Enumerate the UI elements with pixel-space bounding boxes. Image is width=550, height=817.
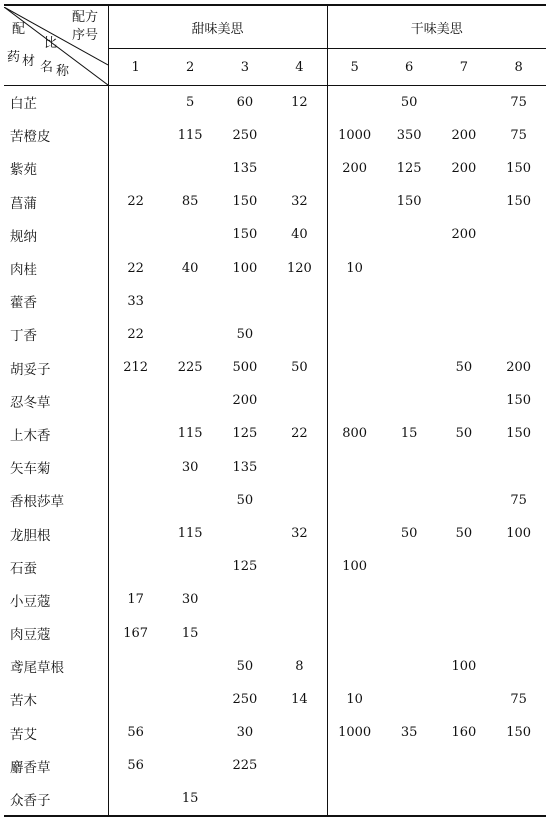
amount-cell: 60	[236, 94, 254, 110]
column-number: 4	[272, 49, 327, 86]
amount-cell: 32	[272, 517, 327, 550]
amount-cell	[491, 550, 546, 583]
ingredient-name: 麝香草	[4, 749, 108, 782]
table-row	[4, 285, 546, 318]
amount-cell	[382, 749, 437, 782]
amount-cell	[272, 550, 327, 583]
amount-cell	[272, 716, 327, 749]
amount-cell	[437, 285, 492, 318]
table-row	[4, 384, 546, 417]
column-number: 1	[108, 49, 163, 86]
amount-cell	[163, 152, 218, 185]
amount-cell: 212	[123, 360, 149, 376]
amount-cell: 56	[127, 725, 144, 741]
amount-cell	[327, 517, 382, 550]
amount-cell: 8	[272, 650, 327, 683]
amount-cell: 120	[272, 251, 327, 284]
amount-cell: 150	[506, 393, 532, 409]
amount-cell	[437, 384, 492, 417]
amount-cell: 125	[396, 160, 422, 176]
amount-cell: 22	[127, 194, 144, 210]
table-row	[4, 583, 546, 616]
amount-cell	[491, 218, 546, 251]
header-label-xuhao: 序号	[72, 27, 99, 43]
amount-cell: 22	[127, 260, 144, 276]
amount-cell: 30	[181, 592, 199, 608]
amount-cell: 200	[451, 127, 477, 143]
amount-cell: 125	[232, 426, 258, 442]
amount-cell	[437, 185, 492, 218]
amount-cell: 1000	[338, 127, 372, 143]
ingredient-name: 胡妥子	[4, 351, 108, 384]
amount-cell: 50	[272, 351, 327, 384]
amount-cell	[108, 517, 163, 550]
amount-cell	[382, 650, 437, 683]
ingredient-name: 菖蒲	[4, 185, 108, 218]
amount-cell: 150	[232, 227, 258, 243]
amount-cell	[163, 716, 218, 749]
amount-cell: 15	[181, 625, 199, 641]
amount-cell	[272, 749, 327, 782]
amount-cell	[272, 119, 327, 152]
amount-cell: 75	[510, 492, 527, 508]
group-header-dry: 干味美思	[327, 5, 546, 49]
ingredient-name: 紫苑	[4, 152, 108, 185]
amount-cell: 115	[177, 127, 203, 143]
amount-cell	[437, 617, 492, 650]
amount-cell	[437, 484, 492, 517]
amount-cell	[163, 384, 218, 417]
amount-cell	[327, 484, 382, 517]
amount-cell: 150	[396, 194, 422, 210]
amount-cell	[327, 351, 382, 384]
amount-cell	[491, 318, 546, 351]
amount-cell	[327, 617, 382, 650]
amount-cell: 50	[236, 326, 254, 342]
amount-cell	[163, 749, 218, 782]
column-number: 3	[218, 49, 273, 86]
ingredient-name: 苦橙皮	[4, 119, 108, 152]
amount-cell	[272, 318, 327, 351]
amount-cell	[108, 86, 163, 119]
ingredient-name: 丁香	[4, 318, 108, 351]
amount-cell: 225	[232, 758, 258, 774]
amount-cell	[272, 484, 327, 517]
amount-cell: 200	[506, 360, 532, 376]
amount-cell	[108, 451, 163, 484]
amount-cell	[491, 749, 546, 782]
amount-cell	[382, 251, 437, 284]
diagonal-header-cell	[4, 5, 108, 86]
column-number: 2	[163, 49, 218, 86]
amount-cell: 33	[127, 293, 144, 309]
amount-cell	[491, 617, 546, 650]
amount-cell	[327, 318, 382, 351]
table-row	[4, 218, 546, 251]
amount-cell	[437, 683, 492, 716]
table-body	[4, 86, 546, 816]
amount-cell	[272, 152, 327, 185]
amount-cell: 75	[510, 127, 527, 143]
amount-cell	[327, 583, 382, 616]
amount-cell: 15	[400, 426, 418, 442]
amount-cell	[327, 384, 382, 417]
table-row	[4, 351, 546, 384]
amount-cell: 1000	[338, 725, 372, 741]
amount-cell	[163, 683, 218, 716]
amount-cell: 50	[400, 94, 418, 110]
table-row	[4, 86, 546, 119]
amount-cell	[327, 185, 382, 218]
amount-cell	[382, 384, 437, 417]
header-label-cai: 材	[22, 53, 36, 69]
amount-cell	[108, 417, 163, 450]
amount-cell: 150	[506, 725, 532, 741]
column-number: 6	[382, 49, 437, 86]
amount-cell: 30	[181, 459, 199, 475]
amount-cell	[327, 86, 382, 119]
amount-cell: 40	[181, 260, 199, 276]
amount-cell	[382, 583, 437, 616]
amount-cell	[272, 384, 327, 417]
amount-cell	[437, 550, 492, 583]
ingredient-name: 规纳	[4, 218, 108, 251]
amount-cell: 135	[232, 160, 258, 176]
table-row	[4, 749, 546, 782]
amount-cell	[382, 550, 437, 583]
amount-cell: 10	[346, 691, 363, 707]
amount-cell: 150	[506, 426, 532, 442]
amount-cell: 100	[506, 526, 532, 542]
amount-cell	[218, 583, 273, 616]
amount-cell: 350	[396, 127, 422, 143]
amount-cell: 100	[232, 260, 258, 276]
header-label-yao: 药	[7, 49, 21, 65]
table-row	[4, 152, 546, 185]
ingredient-name: 肉桂	[4, 251, 108, 284]
amount-cell	[108, 384, 163, 417]
amount-cell	[327, 285, 382, 318]
amount-cell	[491, 285, 546, 318]
amount-cell	[327, 749, 382, 782]
column-number: 5	[327, 49, 382, 86]
amount-cell	[272, 583, 327, 616]
amount-cell	[108, 550, 163, 583]
amount-cell	[272, 451, 327, 484]
table-row	[4, 484, 546, 517]
amount-cell: 35	[400, 725, 418, 741]
amount-cell: 50	[455, 526, 473, 542]
amount-cell	[108, 484, 163, 517]
ingredient-name: 鸢尾草根	[4, 650, 108, 683]
amount-cell: 150	[506, 194, 532, 210]
amount-cell: 100	[342, 559, 368, 575]
amount-cell: 75	[510, 94, 527, 110]
amount-cell: 100	[451, 658, 477, 674]
amount-cell: 50	[400, 526, 418, 542]
ingredient-name: 忍冬草	[4, 384, 108, 417]
amount-cell: 15	[181, 791, 199, 807]
amount-cell	[491, 583, 546, 616]
ingredient-name: 龙胆根	[4, 517, 108, 550]
ingredient-name: 石蚕	[4, 550, 108, 583]
amount-cell: 200	[232, 393, 258, 409]
amount-cell: 5	[185, 94, 195, 110]
amount-cell: 17	[127, 592, 144, 608]
amount-cell	[163, 285, 218, 318]
amount-cell: 22	[127, 326, 144, 342]
ingredient-name: 小豆蔻	[4, 583, 108, 616]
amount-cell	[163, 318, 218, 351]
amount-cell: 32	[272, 185, 327, 218]
table-row	[4, 517, 546, 550]
amount-cell: 40	[272, 218, 327, 251]
amount-cell: 56	[127, 758, 144, 774]
ingredient-name: 上木香	[4, 417, 108, 450]
table-row	[4, 417, 546, 450]
ingredient-name: 苦艾	[4, 716, 108, 749]
table-row	[4, 683, 546, 716]
amount-cell	[108, 152, 163, 185]
amount-cell: 167	[123, 625, 149, 641]
amount-cell: 135	[232, 459, 258, 475]
amount-cell: 50	[455, 360, 473, 376]
amount-cell: 85	[181, 194, 199, 210]
column-number: 7	[437, 49, 492, 86]
ingredient-name: 藿香	[4, 285, 108, 318]
ingredient-name: 肉豆蔻	[4, 617, 108, 650]
ingredient-name: 香根莎草	[4, 484, 108, 517]
amount-cell: 50	[236, 658, 254, 674]
amount-cell	[382, 617, 437, 650]
amount-cell: 150	[506, 160, 532, 176]
amount-cell: 125	[232, 559, 258, 575]
amount-cell	[437, 86, 492, 119]
amount-cell	[437, 451, 492, 484]
amount-cell: 800	[342, 426, 368, 442]
amount-cell: 160	[451, 725, 477, 741]
header-label-peifang: 配方	[72, 9, 99, 25]
table-row	[4, 716, 546, 749]
amount-cell: 115	[177, 526, 203, 542]
table-row	[4, 550, 546, 583]
amount-cell	[108, 218, 163, 251]
amount-cell: 115	[177, 426, 203, 442]
amount-cell	[382, 351, 437, 384]
header-label-bi: 比	[44, 35, 58, 51]
amount-cell: 10	[346, 260, 363, 276]
header-label-cheng: 称	[56, 63, 70, 79]
amount-cell: 150	[232, 194, 258, 210]
amount-cell: 14	[272, 683, 327, 716]
amount-cell	[382, 451, 437, 484]
ingredient-name: 白芷	[4, 86, 108, 119]
ingredient-name: 矢车菊	[4, 451, 108, 484]
amount-cell: 500	[232, 360, 258, 376]
amount-cell	[163, 484, 218, 517]
header-label-ming: 名	[40, 59, 54, 75]
amount-cell	[327, 451, 382, 484]
table-row	[4, 451, 546, 484]
amount-cell	[218, 285, 273, 318]
amount-cell	[163, 650, 218, 683]
amount-cell	[491, 650, 546, 683]
amount-cell	[382, 285, 437, 318]
amount-cell	[108, 683, 163, 716]
amount-cell: 250	[232, 127, 258, 143]
table-row	[4, 185, 546, 218]
amount-cell	[218, 617, 273, 650]
amount-cell	[163, 218, 218, 251]
table-row	[4, 251, 546, 284]
amount-cell: 250	[232, 691, 258, 707]
amount-cell: 22	[272, 417, 327, 450]
amount-cell	[327, 650, 382, 683]
formula-table	[4, 4, 546, 817]
ingredient-name: 众香子	[4, 782, 108, 815]
amount-cell: 200	[451, 160, 477, 176]
amount-cell: 50	[236, 492, 254, 508]
table-row	[4, 318, 546, 351]
amount-cell	[437, 583, 492, 616]
amount-cell	[382, 218, 437, 251]
amount-cell	[382, 318, 437, 351]
amount-cell	[382, 484, 437, 517]
amount-cell	[327, 218, 382, 251]
amount-cell	[108, 119, 163, 152]
column-number: 8	[491, 49, 546, 86]
amount-cell: 225	[177, 360, 203, 376]
amount-cell	[437, 749, 492, 782]
amount-cell	[108, 650, 163, 683]
amount-cell: 12	[272, 86, 327, 119]
ingredient-name: 苦木	[4, 683, 108, 716]
amount-cell	[163, 550, 218, 583]
table-row	[4, 650, 546, 683]
amount-cell	[272, 285, 327, 318]
amount-cell: 75	[510, 691, 527, 707]
amount-cell: 50	[455, 426, 473, 442]
amount-cell	[272, 617, 327, 650]
amount-cell: 30	[236, 725, 254, 741]
amount-cell	[437, 251, 492, 284]
header-label-pei: 配	[12, 21, 26, 37]
amount-cell	[218, 517, 273, 550]
amount-cell	[382, 683, 437, 716]
amount-cell	[437, 318, 492, 351]
amount-cell: 200	[342, 160, 368, 176]
table-row	[4, 119, 546, 152]
amount-cell	[491, 451, 546, 484]
amount-cell: 200	[451, 227, 477, 243]
group-header-sweet: 甜味美思	[108, 5, 327, 49]
table-row	[4, 617, 546, 650]
amount-cell	[491, 251, 546, 284]
